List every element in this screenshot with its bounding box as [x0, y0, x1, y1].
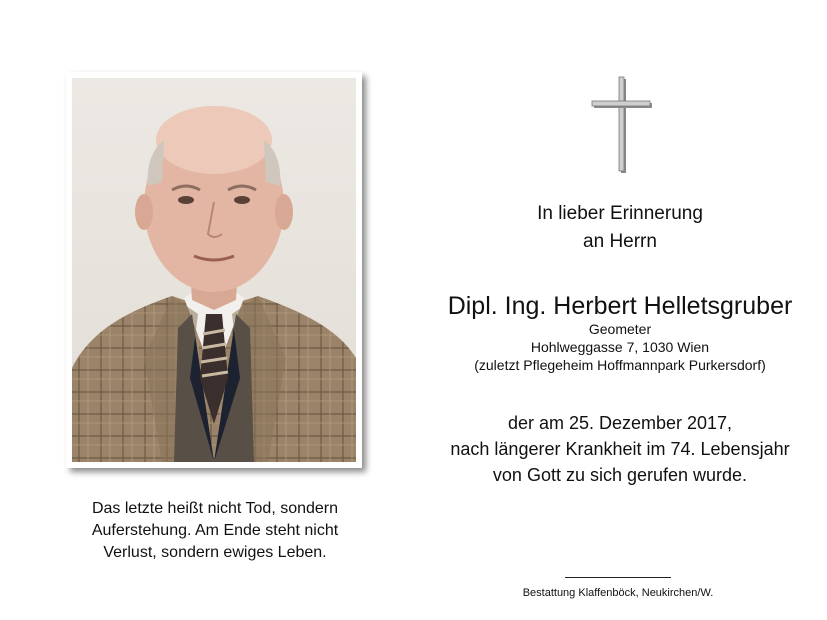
- memorial-quote: [50, 498, 380, 564]
- death-announcement: [420, 410, 820, 488]
- announcement-line-2: nach längerer Krankheit im 74. Lebensjahr: [450, 439, 790, 459]
- undertaker-credit: Bestattung Klaffenböck, Neukirchen/W.: [522, 587, 714, 599]
- profession: Geometer: [588, 321, 652, 337]
- deceased-details: [420, 320, 820, 374]
- cross-icon: [590, 76, 654, 174]
- divider-line: [565, 577, 671, 578]
- memory-line-2: an Herrn: [583, 231, 657, 252]
- quote-line: Das letzte heißt nicht Tod, sondern: [91, 500, 339, 517]
- memory-heading: [420, 200, 820, 256]
- memory-line-1: In lieber Erinnerung: [537, 203, 703, 224]
- portrait-image: [72, 78, 356, 462]
- last-residence: (zuletzt Pflegeheim Hoffmannpark Purkersdorf): [474, 357, 766, 373]
- announcement-line-1: der am 25. Dezember 2017,: [507, 413, 733, 433]
- portrait-photo: [66, 72, 362, 468]
- quote-line: Auferstehung. Am Ende steht nicht: [91, 522, 339, 539]
- deceased-name: Dipl. Ing. Herbert Helletsgruber: [447, 292, 793, 320]
- address: Hohlweggasse 7, 1030 Wien: [530, 339, 710, 355]
- announcement-line-3: von Gott zu sich gerufen wurde.: [492, 465, 748, 485]
- quote-line: Verlust, sondern ewiges Leben.: [103, 544, 327, 561]
